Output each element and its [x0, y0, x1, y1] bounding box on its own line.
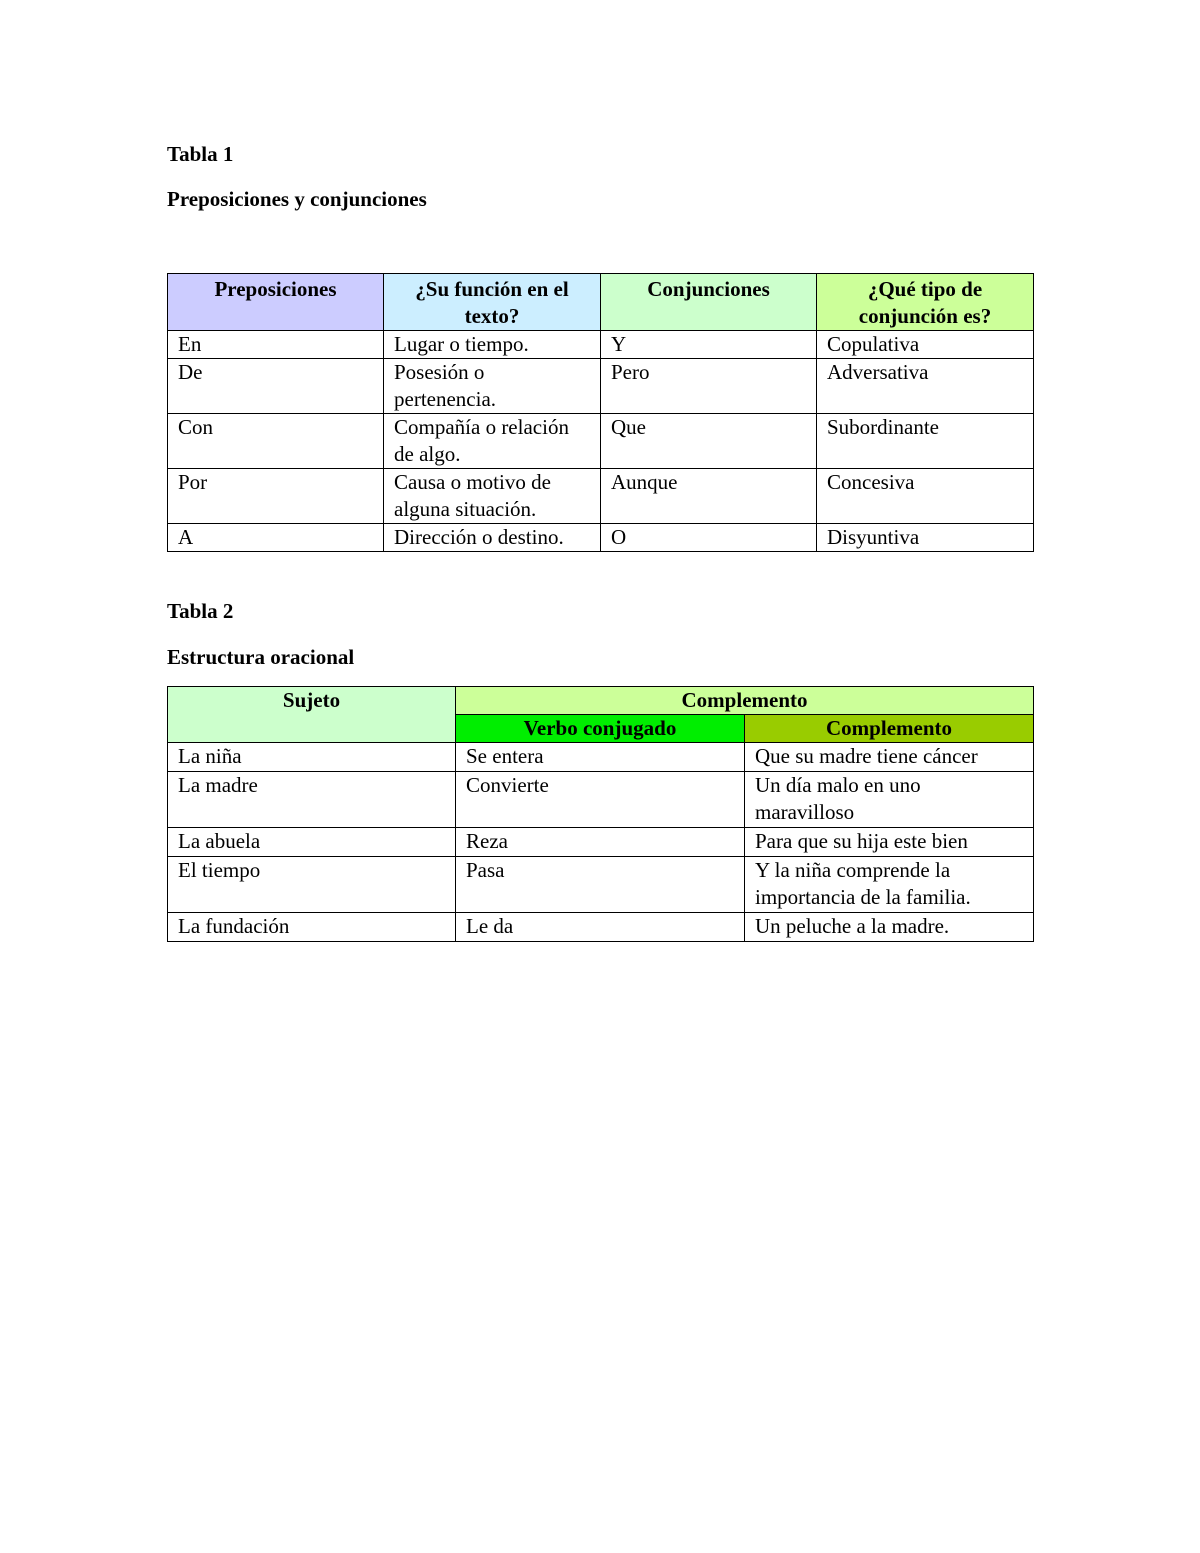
table-cell: La fundación — [168, 913, 456, 942]
header-verbo-conjugado: Verbo conjugado — [456, 715, 745, 743]
header-sujeto: Sujeto — [168, 687, 456, 743]
table-cell: A — [168, 524, 384, 552]
table-cell: Y — [601, 331, 817, 359]
table-row — [168, 743, 1034, 772]
table-cell: Que — [601, 414, 817, 469]
table-row — [168, 469, 1034, 524]
header-tipo-conjuncion: ¿Qué tipo de conjunción es? — [817, 274, 1034, 331]
table-row — [168, 359, 1034, 414]
table-cell: Posesión o pertenencia. — [384, 359, 601, 414]
table-cell: El tiempo — [168, 857, 456, 913]
table-cell: Pero — [601, 359, 817, 414]
table-cell: La madre — [168, 772, 456, 828]
table-cell: Pasa — [456, 857, 745, 913]
table-cell: Adversativa — [817, 359, 1034, 414]
table-row — [168, 414, 1034, 469]
table-row — [168, 857, 1034, 913]
table-cell: Subordinante — [817, 414, 1034, 469]
table-cell: Reza — [456, 828, 745, 857]
table1-title: Preposiciones y conjunciones — [167, 187, 427, 211]
table-row — [168, 524, 1034, 552]
table-cell: Por — [168, 469, 384, 524]
header-complemento: Complemento — [456, 687, 1034, 715]
table-cell: Copulativa — [817, 331, 1034, 359]
table-cell: Lugar o tiempo. — [384, 331, 601, 359]
table-header-row — [168, 274, 1034, 331]
table-cell: Que su madre tiene cáncer — [745, 743, 1034, 772]
table-cell: Aunque — [601, 469, 817, 524]
table-cell: Se entera — [456, 743, 745, 772]
table2-title: Estructura oracional — [167, 645, 355, 669]
table-cell: Le da — [456, 913, 745, 942]
header-complemento-sub: Complemento — [745, 715, 1034, 743]
table-row — [168, 828, 1034, 857]
table-cell: Concesiva — [817, 469, 1034, 524]
table-cell: Y la niña comprende la importancia de la familia. — [745, 857, 1034, 913]
sentence-structure-table — [167, 686, 1034, 942]
table-cell: Un día malo en uno maravilloso — [745, 772, 1034, 828]
table-cell: En — [168, 331, 384, 359]
header-funcion: ¿Su función en el texto? — [384, 274, 601, 331]
table1-label: Tabla 1 — [167, 142, 234, 166]
table-cell: La niña — [168, 743, 456, 772]
table-cell: La abuela — [168, 828, 456, 857]
table-cell: Causa o motivo de alguna situación. — [384, 469, 601, 524]
table-cell: Compañía o relación de algo. — [384, 414, 601, 469]
prepositions-conjunctions-table — [167, 273, 1034, 552]
table-cell: Con — [168, 414, 384, 469]
table-header-row — [168, 687, 1034, 715]
table-cell: Dirección o destino. — [384, 524, 601, 552]
table-cell: Convierte — [456, 772, 745, 828]
table-cell: De — [168, 359, 384, 414]
table-row — [168, 331, 1034, 359]
table-cell: Un peluche a la madre. — [745, 913, 1034, 942]
table-cell: O — [601, 524, 817, 552]
table-cell: Para que su hija este bien — [745, 828, 1034, 857]
table-row — [168, 772, 1034, 828]
table-cell: Disyuntiva — [817, 524, 1034, 552]
table-row — [168, 913, 1034, 942]
table2-label: Tabla 2 — [167, 599, 234, 623]
header-preposiciones: Preposiciones — [168, 274, 384, 331]
header-conjunciones: Conjunciones — [601, 274, 817, 331]
